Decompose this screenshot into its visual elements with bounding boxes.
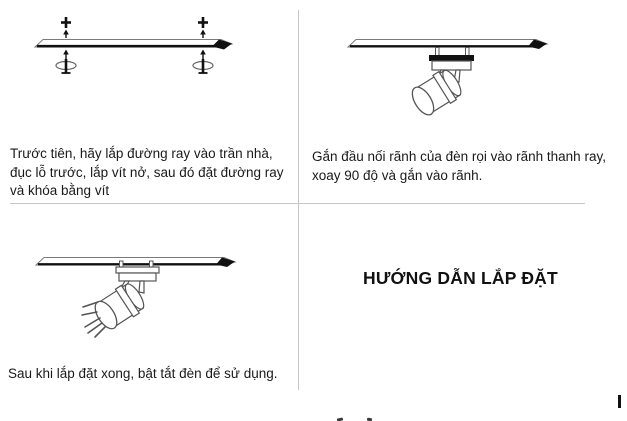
wall-anchor-icon xyxy=(56,50,76,74)
page-edge-mark xyxy=(618,395,621,408)
cropped-text-remnant xyxy=(337,417,343,421)
cropped-text-remnant xyxy=(367,418,372,421)
step3-line1: Sau khi lắp đặt xong, bật tắt đèn để sử dụng. xyxy=(8,366,278,381)
step1-line3: và khóa bằng vít xyxy=(10,183,110,198)
track-rail xyxy=(35,40,232,50)
step1-line1: Trước tiên, hãy lắp đường ray vào trần nhà, xyxy=(10,146,273,161)
track-rail xyxy=(36,258,235,268)
step1-line2: đục lỗ trước, lắp vít nở, sau đó đặt đường ray xyxy=(10,164,284,180)
step2-line2: xoay 90 độ và gắn vào rãnh. xyxy=(312,167,483,183)
step2-line1: Gắn đầu nối rãnh của đèn rọi vào rãnh thanh ray, xyxy=(312,149,606,164)
step1-caption xyxy=(10,145,284,201)
step2-caption xyxy=(312,148,606,185)
page-title: HƯỚNG DẪN LẮP ĐẶT xyxy=(363,268,558,288)
track-screws-drawing xyxy=(28,13,243,79)
track-rail xyxy=(348,40,547,50)
spotlight-turned-on-icon xyxy=(32,252,238,344)
track-rail-with-screws-icon xyxy=(28,13,243,79)
screw-icon xyxy=(198,17,208,38)
wall-anchor-icon xyxy=(193,50,213,74)
track-rail-with-spotlight-icon xyxy=(344,37,550,117)
horizontal-divider xyxy=(10,203,585,204)
track-adapter xyxy=(429,48,474,71)
screw-icon xyxy=(61,17,71,38)
spotlight-on-drawing xyxy=(32,252,238,344)
vertical-divider xyxy=(298,10,299,390)
step3-caption xyxy=(8,365,277,384)
track-spotlight-drawing xyxy=(344,37,550,117)
